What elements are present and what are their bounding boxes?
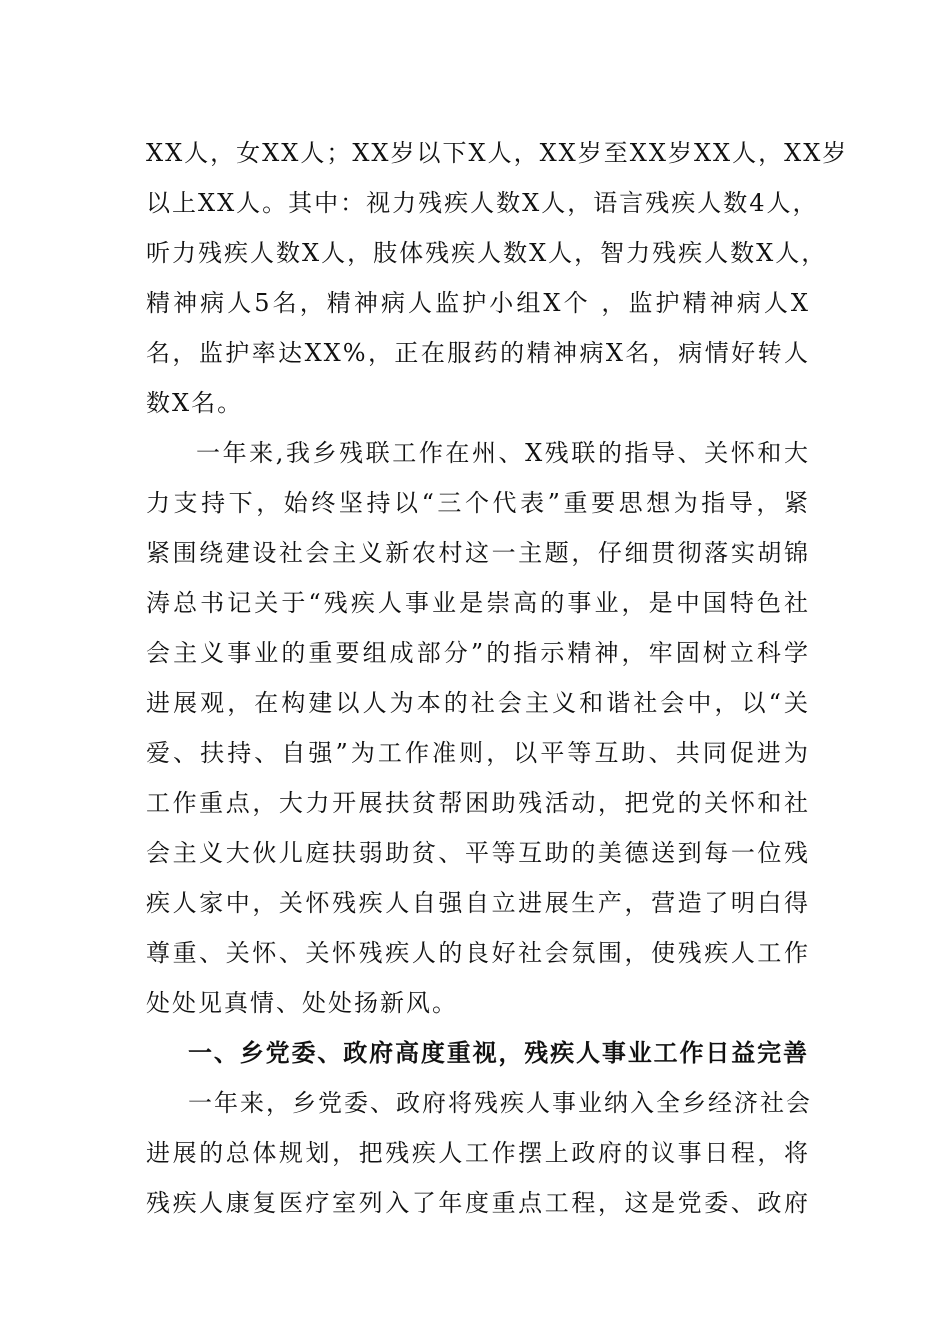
text-line: 会主义大伙儿庭扶弱助贫、平等互助的美德送到每一位残 bbox=[146, 839, 810, 867]
text-line: 名，监护率达XX%，正在服药的精神病X名，病情好转人 bbox=[146, 339, 810, 367]
text-line: 进展观，在构建以人为本的社会主义和谐社会中，以“关 bbox=[146, 689, 810, 717]
text-line: XX人，女XX人；XX岁以下X人，XX岁至XX岁XX人，XX岁 bbox=[146, 139, 849, 167]
text-line: 以上XX人。其中：视力残疾人数X人，语言残疾人数4人， bbox=[146, 189, 819, 217]
text-line: 疾人家中，关怀残疾人自强自立进展生产，营造了明白得 bbox=[146, 889, 810, 917]
text-line: 残疾人康复医疗室列入了年度重点工程，这是党委、政府 bbox=[146, 1189, 810, 1217]
text-line: 进展的总体规划，把残疾人工作摆上政府的议事日程，将 bbox=[146, 1139, 810, 1167]
text-line: 工作重点，大力开展扶贫帮困助残活动，把党的关怀和社 bbox=[146, 789, 810, 817]
text-line: 涛总书记关于“残疾人事业是崇高的事业，是中国特色社 bbox=[146, 589, 810, 617]
text-line: 力支持下，始终坚持以“三个代表”重要思想为指导，紧 bbox=[146, 489, 810, 517]
text-line: 爱、扶持、自强”为工作准则，以平等互助、共同促进为 bbox=[146, 739, 810, 767]
text-line: 尊重、关怀、关怀残疾人的良好社会氛围，使残疾人工作 bbox=[146, 939, 810, 967]
text-line: 会主义事业的重要组成部分”的指示精神，牢固树立科学 bbox=[146, 639, 810, 667]
text-line: 一年来,我乡残联工作在州、X残联的指导、关怀和大 bbox=[196, 439, 810, 467]
text-line: 数X名。 bbox=[146, 389, 244, 417]
text-line: 一年来，乡党委、政府将残疾人事业纳入全乡经济社会 bbox=[188, 1089, 812, 1117]
text-line: 听力残疾人数X人，肢体残疾人数X人，智力残疾人数X人， bbox=[146, 239, 828, 267]
text-line: 处处见真情、处处扬新风。 bbox=[146, 989, 458, 1017]
text-line: 精神病人5名，精神病人监护小组X个 ，监护精神病人X bbox=[146, 289, 810, 317]
text-line: 紧围绕建设社会主义新农村这一主题，仔细贯彻落实胡锦 bbox=[146, 539, 810, 567]
section-heading: 一、乡党委、政府高度重视，残疾人事业工作日益完善 bbox=[188, 1038, 808, 1067]
